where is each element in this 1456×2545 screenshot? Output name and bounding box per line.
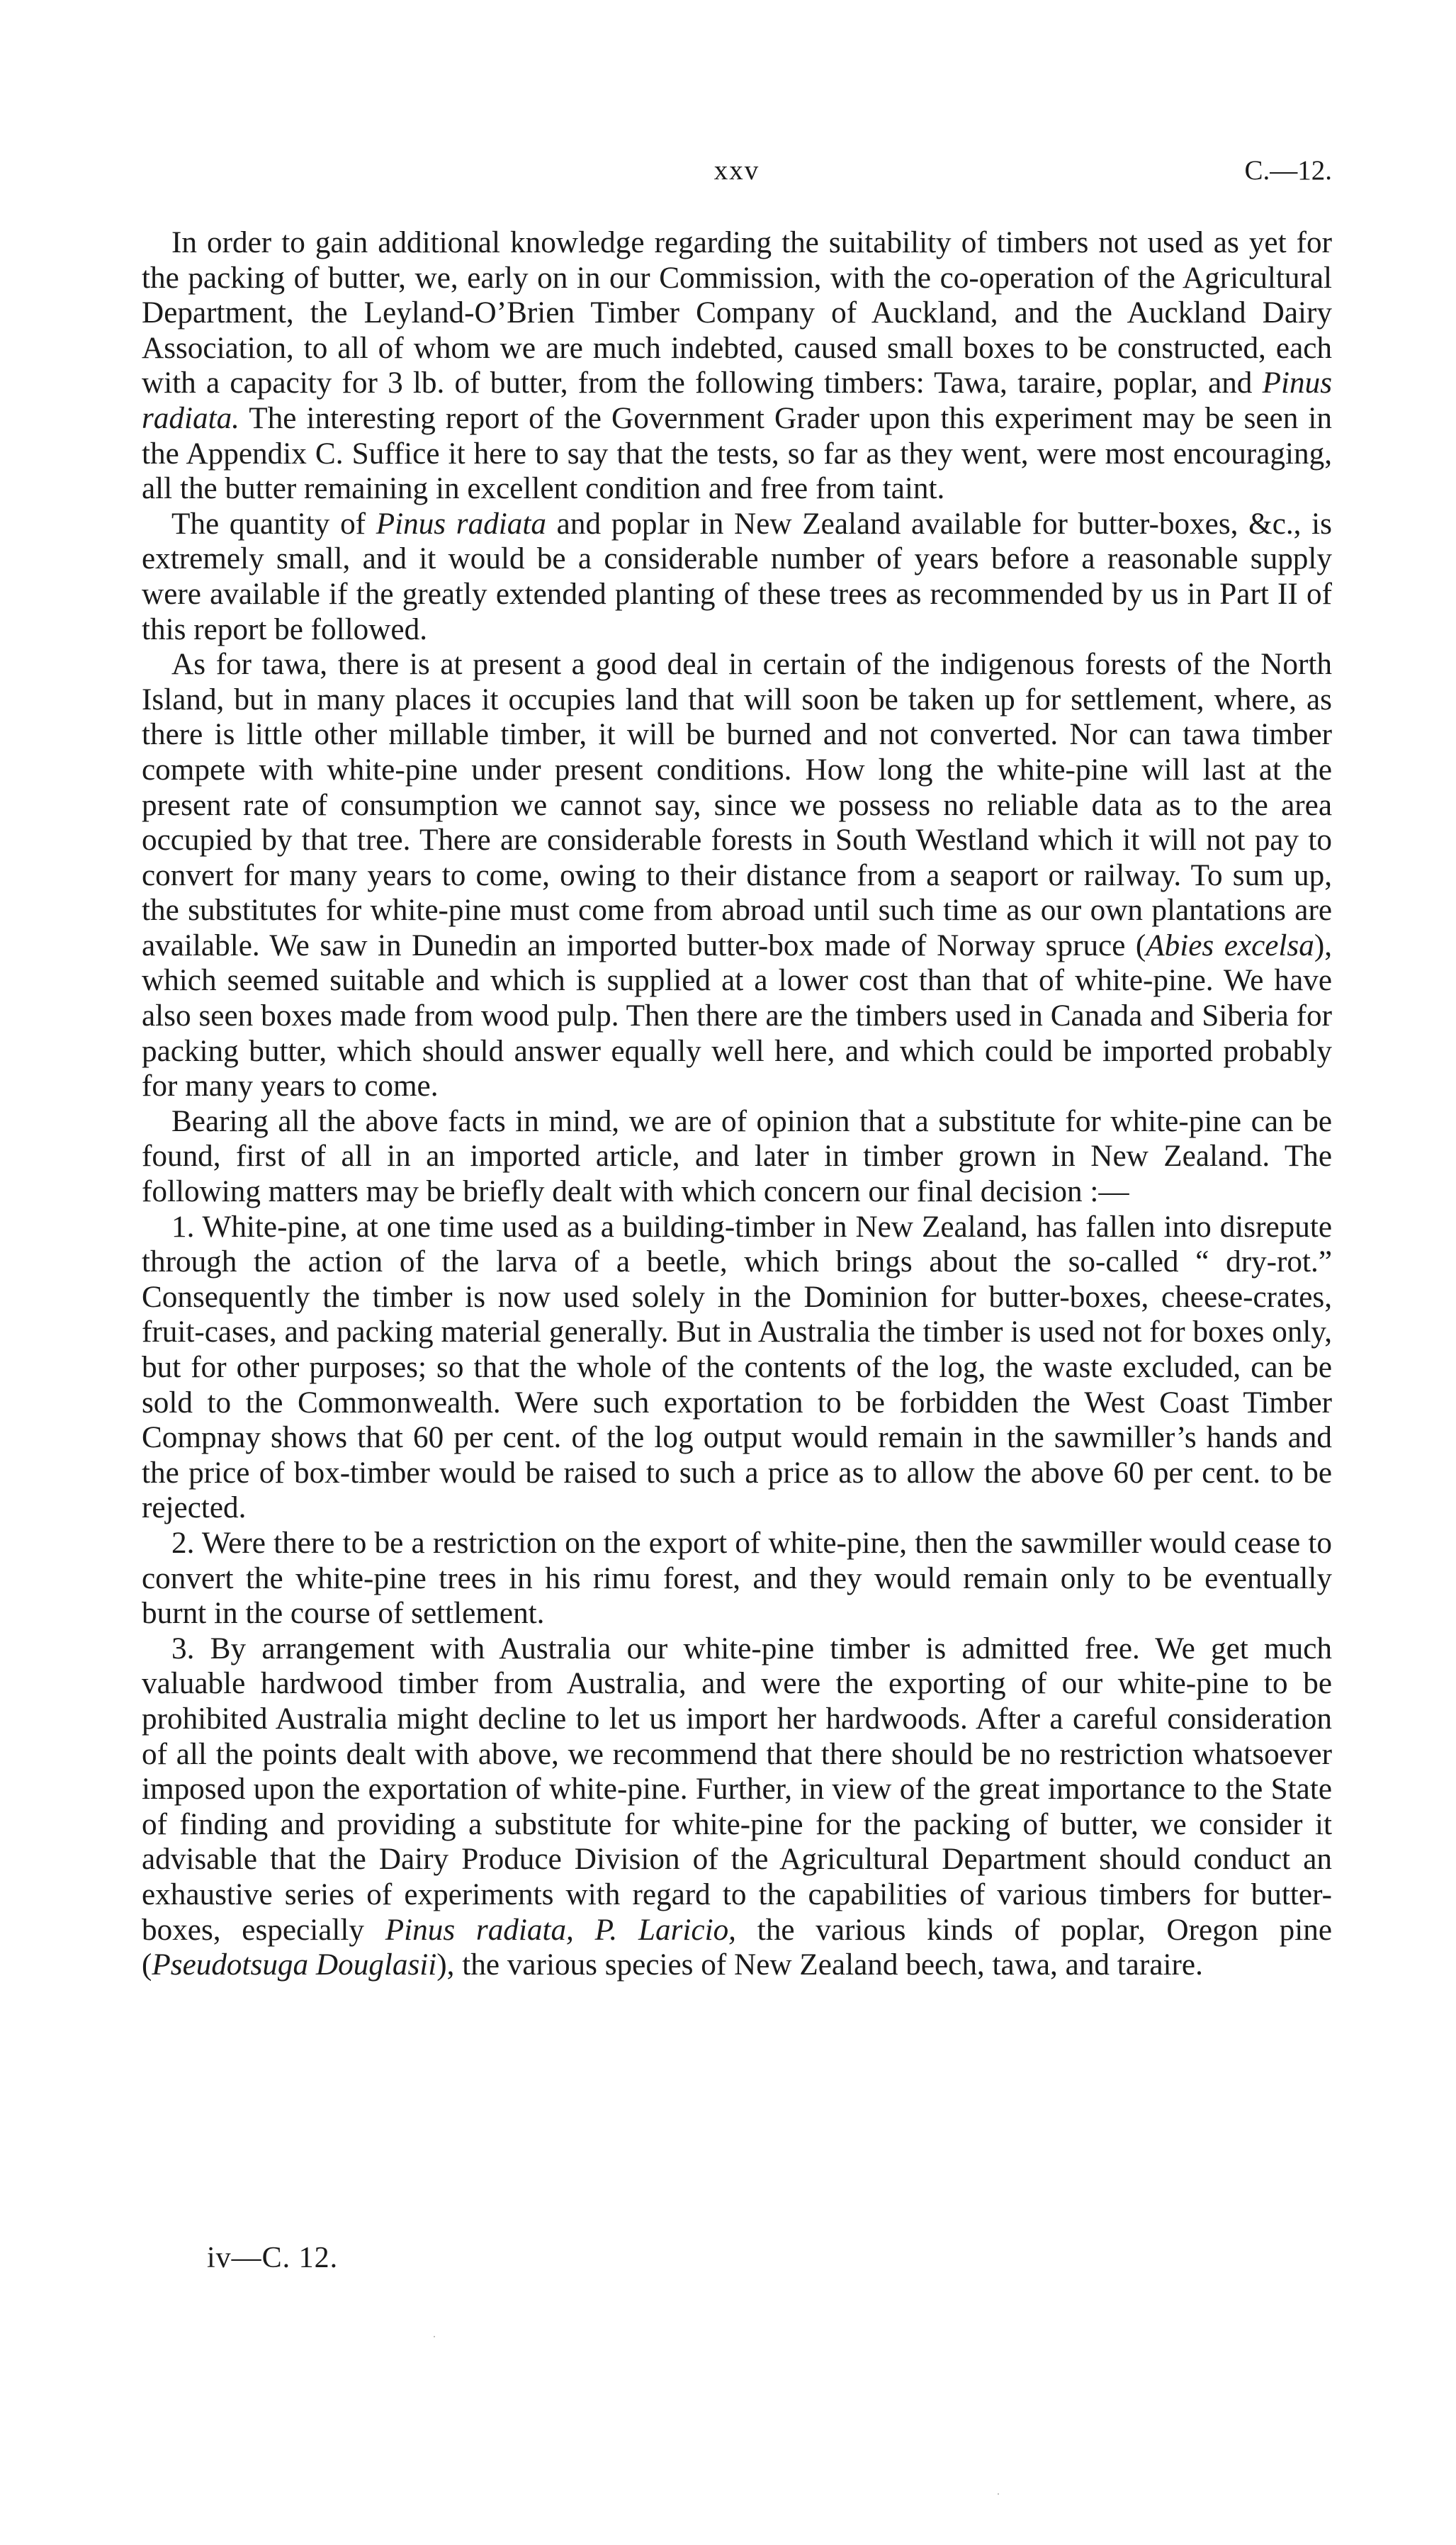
text-run: Bearing all the above facts in mind, we are of opinion that a substitute for white-pine can be found, first of all in an imported article, and later in timber grown in New Zealand. The following matters may be briefly dealt with which concern our final decision :— <box>142 1104 1332 1209</box>
paragraph <box>142 647 1332 1104</box>
text-run: 3. By arrangement with Australia our white-pine timber is admitted free. We get much valuable hardwood timber from Australia, and were the exporting of our white-pine to be prohibited Australia might decline to let us import her hardwoods. After a careful consideration of all the points dealt with above, we recommend that there should be no restriction whatsoever imposed upon the exportation of white-pine. Further, in view of the great importance to the State of finding and providing a substitute for white-pine for the packing of butter, we consider it advisable that the Dairy Produce Division of the Agricultural Department should conduct an exhaustive series of experiments with regard to the capabilities of various timbers for butter-boxes, especially <box>142 1631 1332 1947</box>
document-reference: C.—12. <box>1244 155 1332 186</box>
text-run: and poplar in New Zealand available for butter-boxes, &c., is extremely small, and it would be a considerable number of years before a reasonable supply were available if the greatly extended planting of these trees as recommended by us in Part II of this report be followed. <box>142 507 1332 646</box>
numbered-point-3 <box>142 1631 1332 1983</box>
text-run: ), the various species of New Zealand beech, tawa, and taraire. <box>436 1948 1203 1982</box>
numbered-point-1 <box>142 1210 1332 1526</box>
italic-term: Pinus radiata. <box>142 366 1332 435</box>
text-run: 1. White-pine, at one time used as a building-timber in New Zealand, has fallen into disrepute through the action of the larva of a beetle, which brings about the so-called “ dry-rot.” Consequently the timber is now used solely in the Dominion for butter-boxes, cheese-crates, fruit-cases, and packing material generally. But in Australia the timber is used not for boxes only, but for other purposes; so that the whole of the contents of the log, the waste excluded, can be sold to the Commonwealth. Were such exportation to be forbidden the West Coast Timber Compnay shows that 60 per cent. of the log output would remain in the sawmiller’s hands and the price of box-timber would be raised to such a price as to allow the above 60 per cent. to be rejected. <box>142 1210 1332 1525</box>
text-run: As for tawa, there is at present a good deal in certain of the indigenous forests of the North Island, but in many places it occupies land that will soon be taken up for settlement, where, as there is little other millable timber, it will be burned and not converted. Nor can tawa timber compete with white-pine under present conditions. How long the white-pine will last at the present rate of consumption we cannot say, since we possess no reliable data as to the area occupied by that tree. There are considerable forests in South Westland which it will not pay to convert for many years to come, owing to their distance from a seaport or railway. To sum up, the substitutes for white-pine must come from abroad until such time as our own plantations are available. We saw in Dunedin an imported butter-box made of Norway spruce ( <box>142 648 1332 962</box>
text-run: The quantity of <box>171 507 376 541</box>
scan-speck <box>434 2336 435 2337</box>
paragraph <box>142 225 1332 507</box>
text-run: The interesting report of the Government Grader upon this experiment may be seen in the Appendix C. Suffice it here to say that the tests, so far as they went, were most encouraging, all the butter remaining in excellent condition and free from taint. <box>142 401 1332 506</box>
page-header <box>142 155 1332 197</box>
paragraph <box>142 507 1332 647</box>
paragraph <box>142 1104 1332 1210</box>
page-number: xxv <box>713 155 760 186</box>
numbered-point-2 <box>142 1526 1332 1631</box>
text-run: In order to gain additional knowledge regarding the suitability of timbers not used as yet for the packing of butter, we, early on in our Commission, with the co-operation of the Agricultural Department, the Leyland-O’Brien Timber Company of Auckland, and the Auckland Dairy Association, to all of whom we are much indebted, caused small boxes to be constructed, each with a capacity for 3 lb. of butter, from the following timbers: Tawa, taraire, poplar, and <box>142 226 1332 400</box>
italic-term: Pinus radiata <box>376 507 546 541</box>
scan-speck <box>998 2493 999 2495</box>
body-text <box>142 225 1332 1983</box>
italic-term: Pseudotsuga Douglasii <box>152 1948 437 1982</box>
text-run: 2. Were there to be a restriction on the export of white-pine, then the sawmiller would cease to convert the white-pine trees in his rimu forest, and they would remain only to be eventually burnt in the course of settlement. <box>142 1526 1332 1631</box>
text-run: ), which seemed suitable and which is supplied at a lower cost than that of white-pine. We have also seen boxes made from wood pulp. Then there are the timbers used in Canada and Siberia for packing butter, which should answer equally well here, and which could be imported probably for many years to come. <box>142 928 1332 1103</box>
signature-mark: iv—C. 12. <box>207 2242 339 2274</box>
italic-term: Pinus radiata, P. Laricio, <box>385 1913 736 1947</box>
italic-term: Abies excelsa <box>1146 928 1314 962</box>
text-run: the various kinds of poplar, Oregon pine ( <box>142 1913 1333 1982</box>
